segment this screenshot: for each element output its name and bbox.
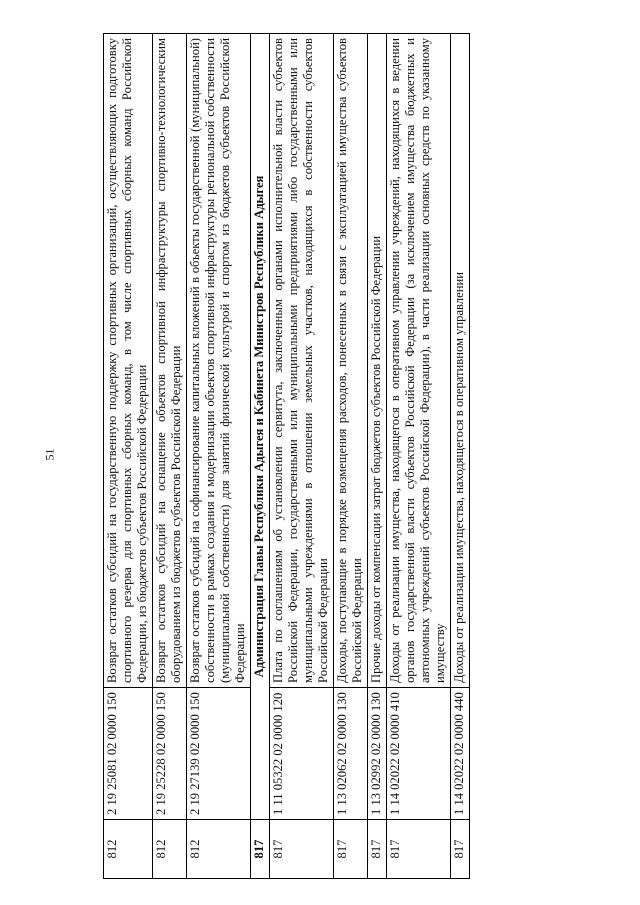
budget-code-cell: 2 19 27139 02 0000 150: [187, 688, 251, 820]
table-row: [368, 34, 387, 879]
income-description-cell: Доходы, поступающие в порядке возмещения расходов, понесенных в связи с эксплуатацией имущества субъектов Российской Федерации: [334, 34, 368, 688]
table-row: [451, 34, 470, 879]
income-description-cell: Плата по соглашениям об установлении сервитута, заключенным органами исполнительной власти субъектов Российской Федерации, государственными или муниципальными предприятиями либо государственными или муниципальными учреждениями в отношении земельных участков, находящихся в собственности субъектов Российской Федерации: [270, 34, 334, 688]
admin-code-cell: 812: [187, 820, 251, 879]
admin-code-cell: 817: [251, 820, 270, 879]
section-title: Администрация Главы Республики Адыгея и Кабинета Министров Республики Адыгея: [251, 34, 270, 820]
page-number: 51: [42, 448, 57, 461]
budget-code-cell: 1 14 02022 02 0000 410: [387, 688, 451, 820]
admin-code-cell: 817: [334, 820, 368, 879]
income-description-cell: Прочие доходы от компенсации затрат бюджетов субъектов Российской Федерации: [368, 34, 387, 688]
table-body: [104, 34, 470, 879]
table-row: [104, 34, 153, 879]
table-row: [334, 34, 368, 879]
admin-code-cell: 817: [368, 820, 387, 879]
table-row: [270, 34, 334, 879]
budget-code-cell: 2 19 25228 02 0000 150: [153, 688, 187, 820]
rotated-table-container: [103, 33, 625, 879]
budget-code-cell: 1 14 02022 02 0000 440: [451, 688, 470, 820]
budget-code-cell: 2 19 25081 02 0000 150: [104, 688, 153, 820]
income-description-cell: Доходы от реализации имущества, находящегося в оперативном управлении: [451, 34, 470, 688]
income-codes-table: [103, 33, 470, 879]
admin-code-cell: 817: [387, 820, 451, 879]
income-description-cell: Доходы от реализации имущества, находящегося в оперативном управлении учреждений, находящихся в ведении органов государственной власти субъектов Российской Федерации (за исключением имущества бюджетных и автономных учреждений субъектов Российской Федерации), в части реализации основных средств по указанному имуществу: [387, 34, 451, 688]
admin-code-cell: 817: [270, 820, 334, 879]
admin-code-cell: 817: [451, 820, 470, 879]
admin-code-cell: 812: [104, 820, 153, 879]
table-row: [153, 34, 187, 879]
budget-code-cell: 1 11 05322 02 0000 120: [270, 688, 334, 820]
budget-code-cell: 1 13 02992 02 0000 130: [368, 688, 387, 820]
budget-code-cell: 1 13 02062 02 0000 130: [334, 688, 368, 820]
income-description-cell: Возврат остатков субсидий на государственную поддержку спортивных организаций, осуществляющих подготовку спортивного резерва для спортивных сборных команд, в том числе спортивных сборных команд Российской Федерации, из бюджетов субъектов Российской Федерации: [104, 34, 153, 688]
admin-code-cell: 812: [153, 820, 187, 879]
income-description-cell: Возврат остатков субсидий на оснащение объектов спортивной инфраструктуры спортивно-технологическим оборудованием из бюджетов субъектов Российской Федерации: [153, 34, 187, 688]
section-header-row: [251, 34, 270, 879]
income-description-cell: Возврат остатков субсидий на софинансирование капитальных вложений в объекты государственной (муниципальной) собственности в рамках создания и модернизации объектов спортивной инфраструктуры региональной собственности (муниципальной собственности) для занятий физической культурой и спортом из бюджетов субъектов Российской Федерации: [187, 34, 251, 688]
table-row: [187, 34, 251, 879]
table-row: [387, 34, 451, 879]
